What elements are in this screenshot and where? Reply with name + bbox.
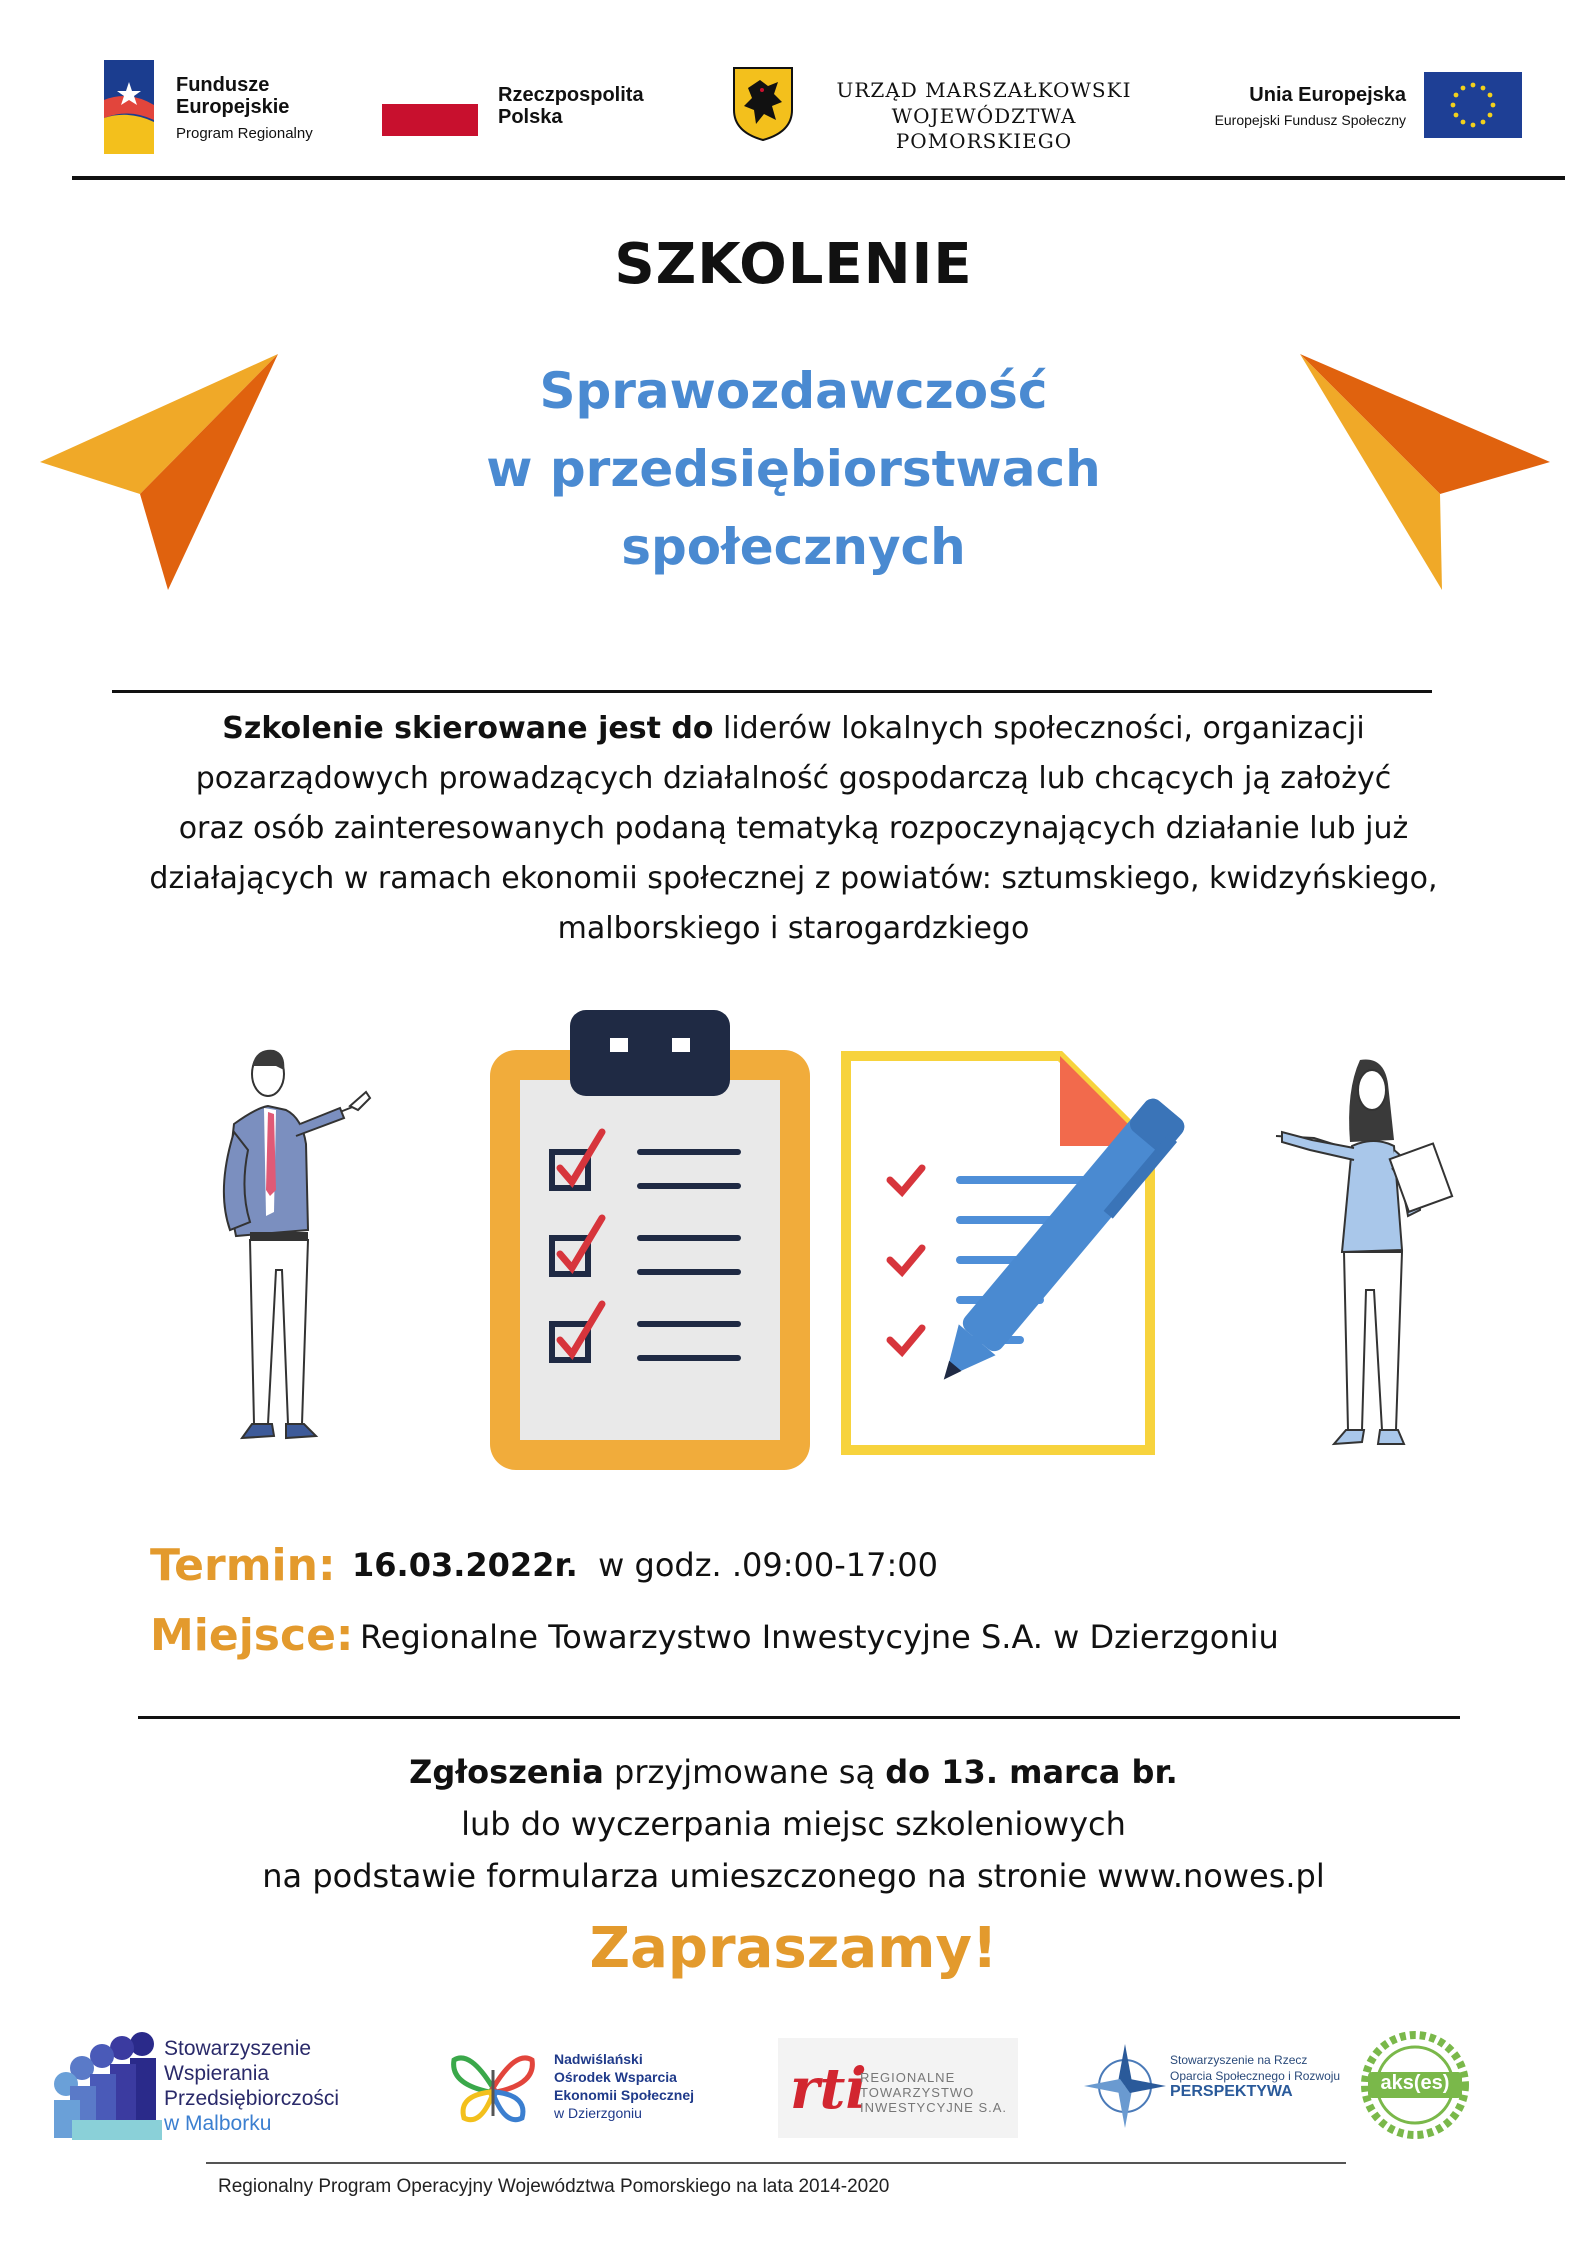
header-logos: [0, 0, 1587, 170]
swp-name: Stowarzyszenie Wspierania Przedsiębiorczości w Malborku: [164, 2037, 340, 2135]
place-label: Miejsce:: [150, 1610, 354, 1661]
um-line2: WOJEWÓDZTWA POMORSKIEGO: [891, 104, 1077, 153]
footer-divider: [206, 2162, 1346, 2164]
audience-line5: malborskiego i starogardzkiego: [557, 911, 1030, 946]
registration-block: [40, 1746, 1547, 1902]
subtitle-line2: w przedsiębiorstwach: [486, 440, 1101, 498]
place-value: Regionalne Towarzystwo Inwestycyjne S.A. w Dzierzgoniu: [360, 1618, 1279, 1656]
fe-line1: Fundusze: [176, 74, 270, 96]
fe-line3: Program Regionalny: [176, 125, 313, 142]
footer-text: Regionalny Program Operacyjny Województwa Pomorskiego na lata 2014-2020: [218, 2176, 890, 2197]
audience-line1: Szkolenie skierowane jest do liderów lokalnych społeczności, organizacji: [222, 711, 1365, 746]
audience-line3: oraz osób zainteresowanych podaną tematyką rozpoczynających działanie lub już: [178, 811, 1409, 846]
section-divider-1: [112, 690, 1432, 693]
audience-line2: pozarządowych prowadzących działalność gospodarczą lub chcących ją założyć: [195, 761, 1392, 796]
rti-mark: rti: [790, 2056, 867, 2122]
ue-line2: Europejski Fundusz Społeczny: [1214, 112, 1406, 128]
audience-paragraph: [40, 704, 1547, 954]
audience-bold: Szkolenie skierowane jest do: [222, 711, 714, 746]
perspektywa-name: Stowarzyszenie na Rzecz Oparcia Społecznego i Rozwoju PERSPEKTYWA: [1170, 2053, 1341, 2100]
nowes-name: Nadwiślański Ośrodek Wsparcia Ekonomii Społecznej w Dzierzgoniu: [554, 2051, 695, 2121]
businesswoman-illustration: [1270, 1050, 1470, 1450]
butterfly-logo-icon: [450, 2050, 536, 2126]
rp-line1: Rzeczpospolita: [498, 84, 644, 106]
subtitle-line1: Sprawozdawczość: [539, 362, 1048, 420]
page-title: SZKOLENIE: [614, 232, 973, 297]
swp-logo-icon: [52, 2030, 162, 2140]
registration-bold1: Zgłoszenia: [409, 1753, 604, 1791]
header-divider: [72, 176, 1565, 180]
fe-line2: Europejskie: [176, 96, 290, 118]
audience-line4: działających w ramach ekonomii społecznej z powiatów: sztumskiego, kwidzyńskiego,: [149, 861, 1438, 896]
eu-flag-icon: [1424, 72, 1522, 138]
fundusze-europejskie-logo-icon: [104, 60, 154, 154]
term-hours: w godz. .09:00-17:00: [598, 1546, 938, 1584]
document-pen-illustration: [840, 1050, 1270, 1470]
polish-flag-icon: [382, 104, 478, 136]
term-label: Termin:: [150, 1540, 336, 1591]
um-line1: URZĄD MARSZAŁKOWSKI: [836, 78, 1132, 102]
section-divider-2: [138, 1716, 1460, 1719]
akses-label: aks(es): [1380, 2072, 1450, 2094]
subtitle-line3: społecznych: [621, 518, 966, 576]
rp-line2: Polska: [498, 106, 563, 128]
invite-text: Zapraszamy!: [589, 1916, 998, 1981]
rti-name: REGIONALNE TOWARZYSTWO INWESTYCYJNE S.A.: [860, 2070, 1008, 2115]
rti-logo: [778, 2038, 1018, 2138]
clipboard-checklist-illustration: [490, 1010, 810, 1470]
term-date: 16.03.2022r.: [352, 1546, 578, 1584]
term-value: [352, 1546, 938, 1584]
compass-logo-icon: [1080, 2034, 1170, 2134]
registration-line3: na podstawie formularza umieszczonego na stronie www.nowes.pl: [262, 1857, 1325, 1895]
registration-line1: Zgłoszenia przyjmowane są do 13. marca br.: [409, 1753, 1178, 1791]
registration-deadline: do 13. marca br.: [885, 1753, 1178, 1791]
griffin-coat-of-arms-icon: [732, 66, 794, 142]
ue-line1: Unia Europejska: [1249, 84, 1406, 106]
registration-line2: lub do wyczerpania miejsc szkoleniowych: [461, 1805, 1126, 1843]
businessman-illustration: [190, 1040, 380, 1450]
